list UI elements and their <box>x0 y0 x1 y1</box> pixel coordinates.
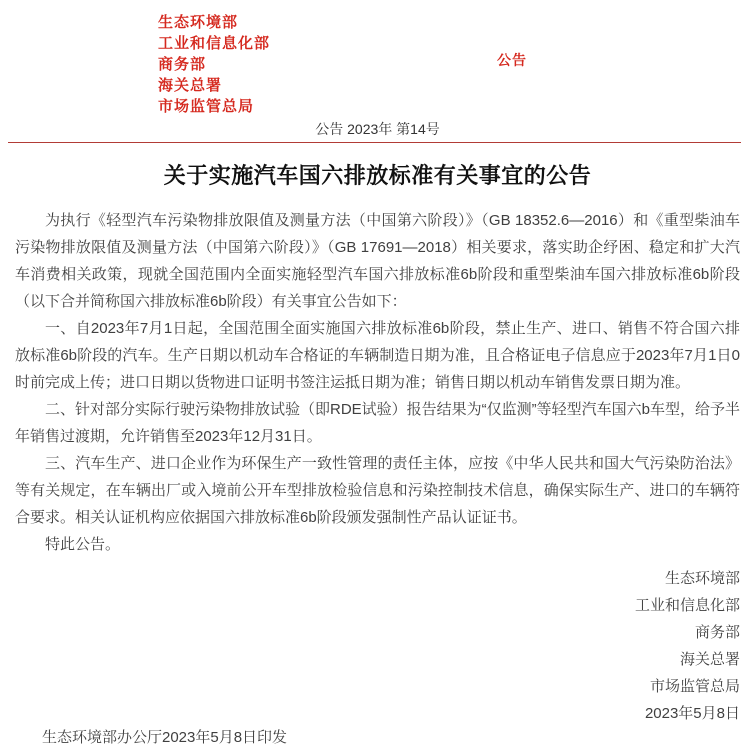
body-paragraph-item-2: 二、针对部分实际行驶污染物排放试验（即RDE试验）报告结果为“仅监测”等轻型汽车国六b车型，给予半年销售过渡期，允许销售至2023年12月31日。 <box>15 401 741 445</box>
signature-agency: 海关总署 <box>679 651 740 668</box>
agency-name: 工业和信息化部 <box>158 35 271 52</box>
document-header <box>0 0 755 117</box>
agency-name: 生态环境部 <box>158 14 239 31</box>
signature-agency: 商务部 <box>694 624 740 641</box>
body-paragraph-item-3: 三、汽车生产、进口企业作为环保生产一致性管理的责任主体，应按《中华人民共和国大气污染防治法》等有关规定，在车辆出厂或入境前公开车型排放检验信息和污染控制技术信息，确保实际生产、进口的车辆符合要求。相关认证机构应依据国六排放标准6b阶段颁发强制性产品认证证书。 <box>15 455 740 526</box>
signature-agency: 工业和信息化部 <box>634 597 740 614</box>
agency-name: 市场监管总局 <box>158 98 255 115</box>
body-paragraph-intro: 为执行《轻型汽车污染物排放限值及测量方法（中国第六阶段）》（GB 18352.6—2016）和《重型柴油车污染物排放限值及测量方法（中国第六阶段）》（GB 17691—2018）相关要求，落实助企纾困、稳定和扩大汽车消费相关政策，现就全国范围内全面实施轻型汽车国六排放标准6b阶段和重型柴油车国六排放标准6b阶段（以下合并简称国六排放标准6b阶段）有关事宜公告如下： <box>15 212 740 310</box>
signature-agency: 市场监管总局 <box>649 678 740 695</box>
body-paragraph-item-1: 一、自2023年7月1日起，全国范围全面实施国六排放标准6b阶段，禁止生产、进口、销售不符合国六排放标准6b阶段的汽车。生产日期以机动车合格证的车辆制造日期为准，且合格证电子信息应于2023年7月1日0时前完成上传；进口日期以货物进口证明书签注运抵日期为准；销售日期以机动车销售发票日期为准。 <box>15 320 740 391</box>
issue-number: 公告 2023年 第14号 <box>315 121 440 137</box>
red-divider-rule <box>8 142 741 143</box>
announcement-word: 公告 <box>497 52 527 68</box>
signature-block <box>0 565 755 727</box>
print-footer: 生态环境部办公厅2023年5月8日印发 <box>42 729 288 746</box>
body-paragraph-closing: 特此公告。 <box>45 536 121 553</box>
agency-name: 海关总署 <box>158 77 223 94</box>
issuing-agency-list <box>158 12 755 117</box>
document-title: 关于实施汽车国六排放标准有关事宜的公告 <box>163 163 592 188</box>
signature-date: 2023年5月8日 <box>644 705 740 722</box>
document-body <box>0 207 755 558</box>
agency-name: 商务部 <box>158 56 207 73</box>
signature-agency: 生态环境部 <box>664 570 740 587</box>
